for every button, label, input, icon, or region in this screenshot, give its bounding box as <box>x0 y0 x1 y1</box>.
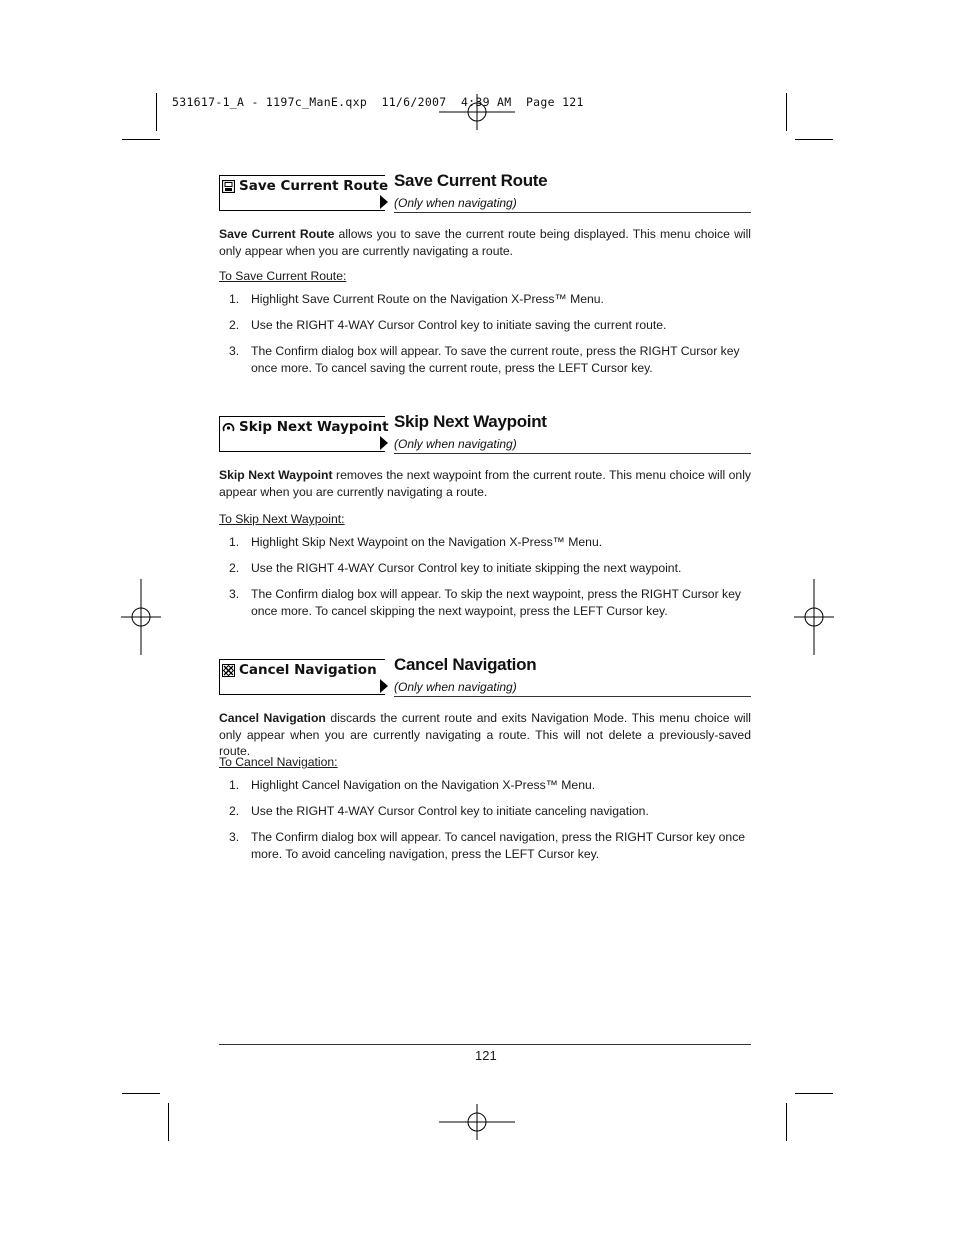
section-subtitle: (Only when navigating) <box>394 196 751 213</box>
section-title: Save Current Route <box>394 171 548 190</box>
step-number: 2. <box>229 804 240 818</box>
menu-arrow-icon <box>380 195 388 209</box>
description-text: discards the current route and exits Navigation Mode. This menu choice will only appear when you are currently navigating a route. This will not delete a previously-saved route. <box>219 711 752 758</box>
procedure-heading: To Skip Next Waypoint: <box>219 512 345 526</box>
menu-label: Skip Next Waypoint <box>239 419 389 435</box>
section-description <box>219 467 751 500</box>
footer-rule <box>219 1044 751 1045</box>
description-term: Cancel Navigation <box>219 711 326 725</box>
section-title: Cancel Navigation <box>394 655 537 674</box>
section-description <box>219 710 751 760</box>
section-subtitle: (Only when navigating) <box>394 437 751 454</box>
section-save-current-route <box>219 171 751 385</box>
step-number: 1. <box>229 292 240 306</box>
section-heading <box>394 171 751 213</box>
step-number: 3. <box>229 830 240 844</box>
section-heading <box>394 412 751 454</box>
menu-item-skip-next-waypoint <box>219 416 389 452</box>
section-skip-next-waypoint <box>219 412 751 626</box>
step-number: 2. <box>229 561 240 575</box>
registration-mark-left <box>103 579 179 655</box>
registration-mark-top <box>439 74 515 150</box>
section-subtitle: (Only when navigating) <box>394 680 751 697</box>
menu-label: Cancel Navigation <box>239 662 377 678</box>
procedure-heading: To Cancel Navigation: <box>219 755 338 769</box>
procedure-heading: To Save Current Route: <box>219 269 347 283</box>
step-number: 3. <box>229 344 240 358</box>
cancel-navigation-icon <box>222 664 235 677</box>
step-text: The Confirm dialog box will appear. To save the current route, press the RIGHT Cursor key once more. To cancel saving the current route, press the LEFT Cursor key. <box>251 344 740 375</box>
step-text: Highlight Save Current Route on the Navigation X-Press™ Menu. <box>251 292 604 306</box>
page-number: 121 <box>475 1048 497 1063</box>
menu-item-save-current-route <box>219 175 389 211</box>
print-slug: 531617-1_A - 1197c_ManE.qxp 11/6/2007 4:39 AM Page 121 <box>172 95 584 109</box>
menu-label: Save Current Route <box>239 178 389 194</box>
step-text: The Confirm dialog box will appear. To cancel navigation, press the RIGHT Cursor key once more. To avoid canceling navigation, press the LEFT Cursor key. <box>251 830 746 861</box>
description-text: allows you to save the current route being displayed. This menu choice will only appear when you are currently navigating a route. <box>219 227 751 258</box>
step-text: Highlight Skip Next Waypoint on the Navigation X-Press™ Menu. <box>251 535 603 549</box>
section-cancel-navigation <box>219 655 752 869</box>
step-number: 1. <box>229 535 240 549</box>
menu-arrow-icon <box>380 679 388 693</box>
registration-mark-bottom <box>439 1084 515 1160</box>
step-number: 1. <box>229 778 240 792</box>
skip-waypoint-icon <box>222 421 235 434</box>
registration-mark-right <box>776 579 852 655</box>
step-text: Use the RIGHT 4-WAY Cursor Control key to initiate saving the current route. <box>251 318 667 332</box>
step-number: 3. <box>229 587 240 601</box>
save-route-icon <box>222 180 235 193</box>
description-term: Skip Next Waypoint <box>219 468 333 482</box>
menu-arrow-icon <box>380 436 388 450</box>
step-text: The Confirm dialog box will appear. To skip the next waypoint, press the RIGHT Cursor key once more. To cancel skipping the next waypoint, press the LEFT Cursor key. <box>251 587 741 618</box>
menu-item-cancel-navigation <box>219 659 385 695</box>
step-number: 2. <box>229 318 240 332</box>
section-heading <box>394 655 751 697</box>
step-text: Highlight Cancel Navigation on the Navigation X-Press™ Menu. <box>251 778 596 792</box>
section-description <box>219 226 751 259</box>
step-text: Use the RIGHT 4-WAY Cursor Control key to initiate skipping the next waypoint. <box>251 561 682 575</box>
step-text: Use the RIGHT 4-WAY Cursor Control key to initiate canceling navigation. <box>251 804 649 818</box>
description-text: removes the next waypoint from the current route. This menu choice will only appear when you are currently navigating a route. <box>219 468 751 499</box>
description-term: Save Current Route <box>219 227 335 241</box>
section-title: Skip Next Waypoint <box>394 412 547 431</box>
